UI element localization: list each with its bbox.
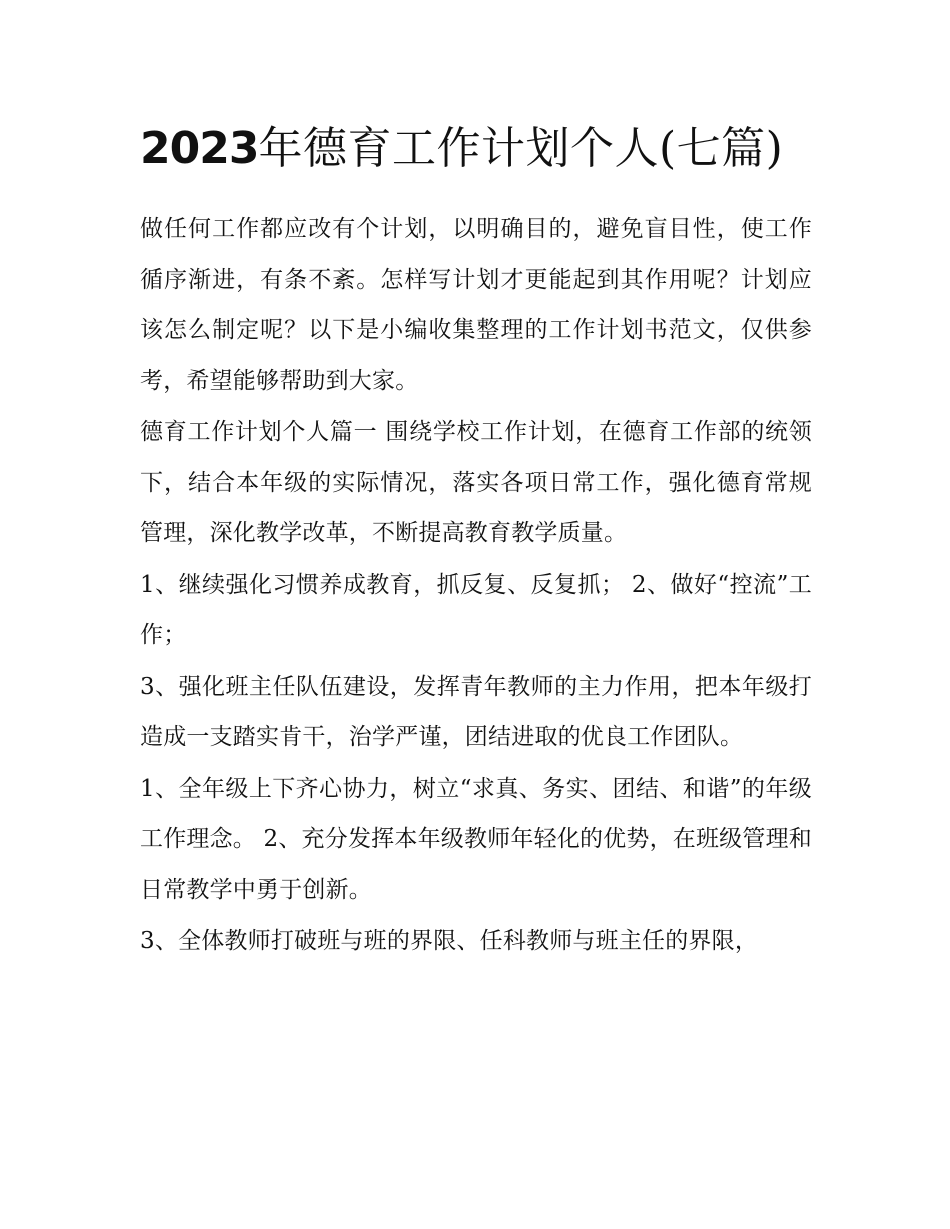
title-text: 年德育工作计划个人(七篇) [258,123,784,174]
intro-paragraph: 做任何工作都应改有个计划，以明确目的，避免盲目性，使工作循序渐进，有条不紊。怎样写计划才更能起到其作用呢？计划应该怎么制定呢？以下是小编收集整理的工作计划书范文，仅供参考，希望能够帮助到大家。 [140,216,812,394]
body-paragraph: 3、强化班主任队伍建设，发挥青年教师的主力作用，把本年级打造成一支踏实肯干，治学严谨，团结进取的优良工作团队。 [140,673,812,750]
body-paragraph: 3、全体教师打破班与班的界限、任科教师与班主任的界限， [140,928,759,954]
document-title [140,112,812,186]
body-paragraph: 1、继续强化习惯养成教育，抓反复、反复抓； 2、做好“控流”工作； [140,571,812,648]
body-paragraph: 1、全年级上下齐心协力，树立“求真、务实、团结、和谐”的年级工作理念。 2、充分发挥本年级教师年轻化的优势，在班级管理和日常教学中勇于创新。 [140,775,812,903]
document-page [140,112,812,967]
body-paragraph: 德育工作计划个人篇一 围绕学校工作计划，在德育工作部的统领下，结合本年级的实际情况，落实各项日常工作，强化德育常规管理，深化教学改革，不断提高教育教学质量。 [140,419,812,546]
title-year: 2023 [140,123,259,174]
